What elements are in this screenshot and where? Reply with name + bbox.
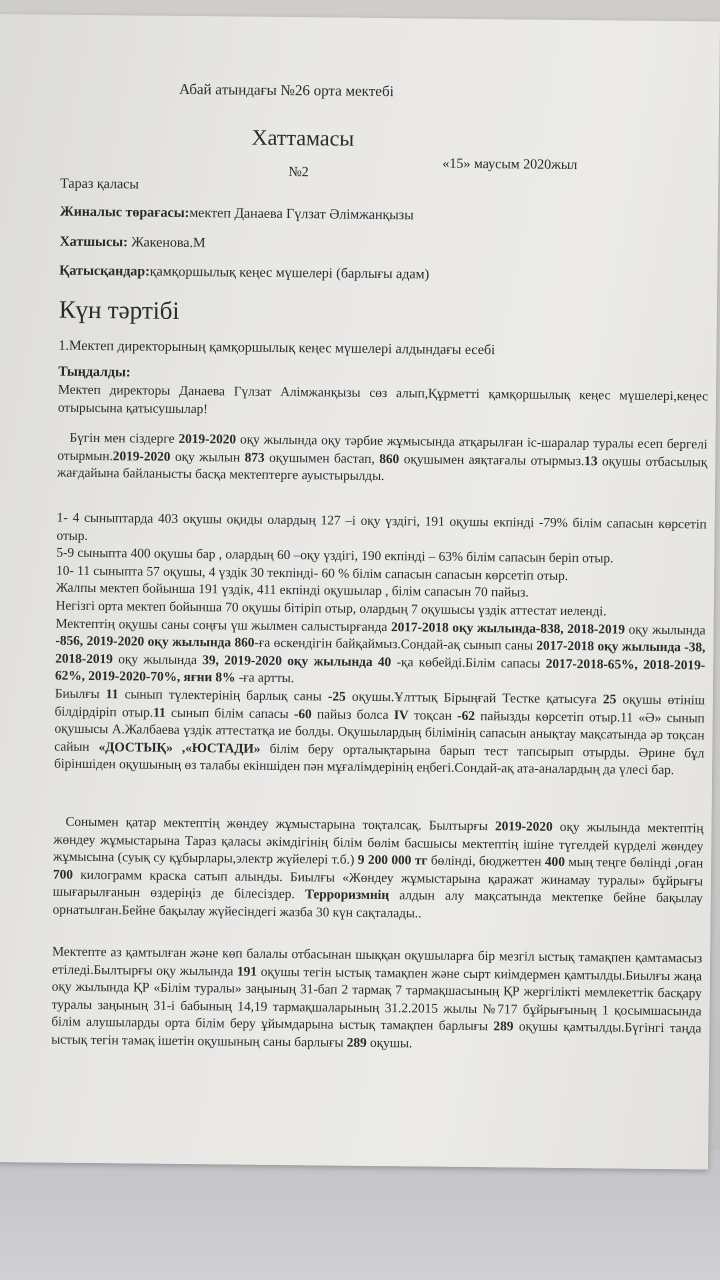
chair-label: Жиналыс төрағасы: (59, 204, 190, 221)
secretary-label: Хатшысы: (59, 234, 128, 251)
chair-line (60, 205, 414, 225)
document-page (0, 14, 720, 1169)
city: Тараз қаласы (60, 176, 139, 193)
paragraph-1: Бүгін мен сіздерге 2019-2020 оқу жылында оқу тәрбие жұмысында атқарылған іс-шаралар туралы есеп бергелі отырмын.2019-2020 оқу жылын 873 оқушымен бастап, 860 оқушымен аяқтағалы отырмыз.13 оқушы отбасылық жағдайына байланысты басқа мектептерге ауыстырылды. (57, 429, 708, 484)
participants-line (59, 264, 429, 284)
agenda-heading: Күн тәртібі (58, 296, 180, 325)
participants-value: қамқоршылық кеңес мүшелері (барлығы адам) (149, 264, 430, 283)
secretary-line (60, 235, 206, 253)
grades-10-11: 10- 11 сыныпта 57 оқушы, 4 үздік 30 текпінді- 60 % білім сапасын сапасын көрсетіп отыр. (56, 562, 569, 583)
paragraph-2 (54, 509, 707, 780)
greeting-paragraph: Мектеп директоры Данаева Гүлзат Алімжанқызы сөз алып,Құрметті қамқоршылық кеңес мүшелері,кеңес отырысына қатысушылар! (57, 381, 709, 416)
listened-label: Тыңдалды: (58, 364, 131, 381)
enrollment-comparison: Мектептің оқушы саны соңғы үш жылмен салыстырғанда 2017-2018 оқу жылында-838, 2018-2019 оқу жылында -856, 2019-2020 оқу жылында 860-ға өскендігін байқаймыз.Сондай-ақ сынып саны 2017-2018 оқу жылында -38, 2018-2019 оқу жылында 39, 2019-2020 оқу жылында 40 -қа көбейді.Білім сапасы 2017-2018-65%, 2018-2019-62%, 2019-2020-70%, яғни 8% -ға артты. (54, 615, 706, 686)
grades-5-9: 5-9 сыныпта 400 оқушы бар , олардың 60 –оқу үздігі, 190 екпінді – 63% білім сапасын беріп отыр. (56, 544, 614, 566)
school-total: Жалпы мектеп бойынша 191 үздік, 411 екпінді оқушылар , білім сапасын 70 пайыз. (55, 579, 529, 600)
grades-1-4: 1- 4 сыныптарда 403 оқушы оқиды олардың 127 –і оқу үздігі, 191 оқушы екпінді -79% білім сапасын көрсетіп отыр. (56, 509, 707, 543)
paragraph-4: Мектепте аз қамтылған және көп балалы отбасынан шыққан оқушыларға бір мезгіл ыстық тамақпен қамтамасыз етіледі.Былтырғы оқу жылында 191 оқушы тегін ыстық тамақпен және сырт киімдермен қамтылды.Биылғы жаңа оқу жылында ҚР «Білім туралы» заңының 31-бап 2 тармақ 7 тармақшасының ҚР жергілікті мемлекеттік басқару туралы заңының 31-і бабының 14,19 тармақшаларының 31.2.2015 жылы №717 бұйрығының 1 қосымшасында білім алушыларды орта білім беру ұйымдарына ыстық тамақпен барлығы 289 оқушы қамтылды.Бүгінгі таңда ыстық тегін тамақ ішетін оқушының саны барлығы 289 оқушы. (51, 943, 703, 1051)
protocol-date: «15» маусым 2020жыл (442, 156, 578, 174)
document-title: Хаттамасы (251, 124, 355, 151)
chair-value: мектеп Данаева Гүлзат Әлімжанқызы (189, 205, 414, 224)
participants-label: Қатысқандар: (59, 263, 150, 280)
agenda-item-1: 1.Мектеп директорының қамқоршылық кеңес мүшелері алдындағы есебі (58, 338, 496, 359)
school-name: Абай атындағы №26 орта мектебі (179, 81, 394, 101)
table-surface (0, 1150, 720, 1280)
graduates: Негізгі орта мектеп бойынша 70 оқушы бітіріп отыр, олардың 7 оқушысы үздік аттестат иеленді. (55, 597, 607, 619)
protocol-number: №2 (288, 165, 309, 181)
paragraph-3: Сонымен қатар мектептің жөндеу жұмыстарына тоқталсақ. Былтырғы 2019-2020 оқу жылында мектептің жөндеу жұмыстарына Тараз қаласы әкімдігінің білім бөлім басшысы мектептің ішіне түгелдей күрделі жөндеу жұмысына (суық су құбырлары,электр жүйелері т.б.) 9 200 000 тг бөлінді, бюджеттен 400 мың теңге бөлінді ,оған 700 килограмм краска сатып алынды. Биылғы «Жөндеу жұмыстарына қаражат жинамау туралы» бұйрығы шығарылғанын өздеріңіз де білесіздер. Терроризмнің алдын алу мақсатында мектепке бейне бақылау орнатылған.Бейне бақылау жүйесіндегі жазба 30 күн сақталады.. (52, 813, 704, 921)
graduates-11: Биылғы 11 сынып түлектерінің барлық саны -25 оқушы.Ұлттық Бірыңғай Тестке қатысуға 25 оқушы өтініш білдірдіріп отыр.11 сынып білім сапасы -60 пайыз болса IV тоқсан -62 пайызды көрсетіп отыр.11 «Ә» сынып оқушысы А.Жалбаева үздік аттестатқа ие болды. Оқушылардың білімінің сапасын анықтау мақсатында әр тоқсан сайын «ДОСТЫҚ» ,«ЮСТАДИ» білім беру орталықтарына барып тест тапсырып отырды. Әрине бұл біріншіден оқушының өз талабы екіншіден пән мұғалімдерінің еңбегі.Сондай-ақ ата-аналардың да үлесі бар. (54, 685, 705, 778)
secretary-value: Жакенова.М (131, 235, 206, 252)
